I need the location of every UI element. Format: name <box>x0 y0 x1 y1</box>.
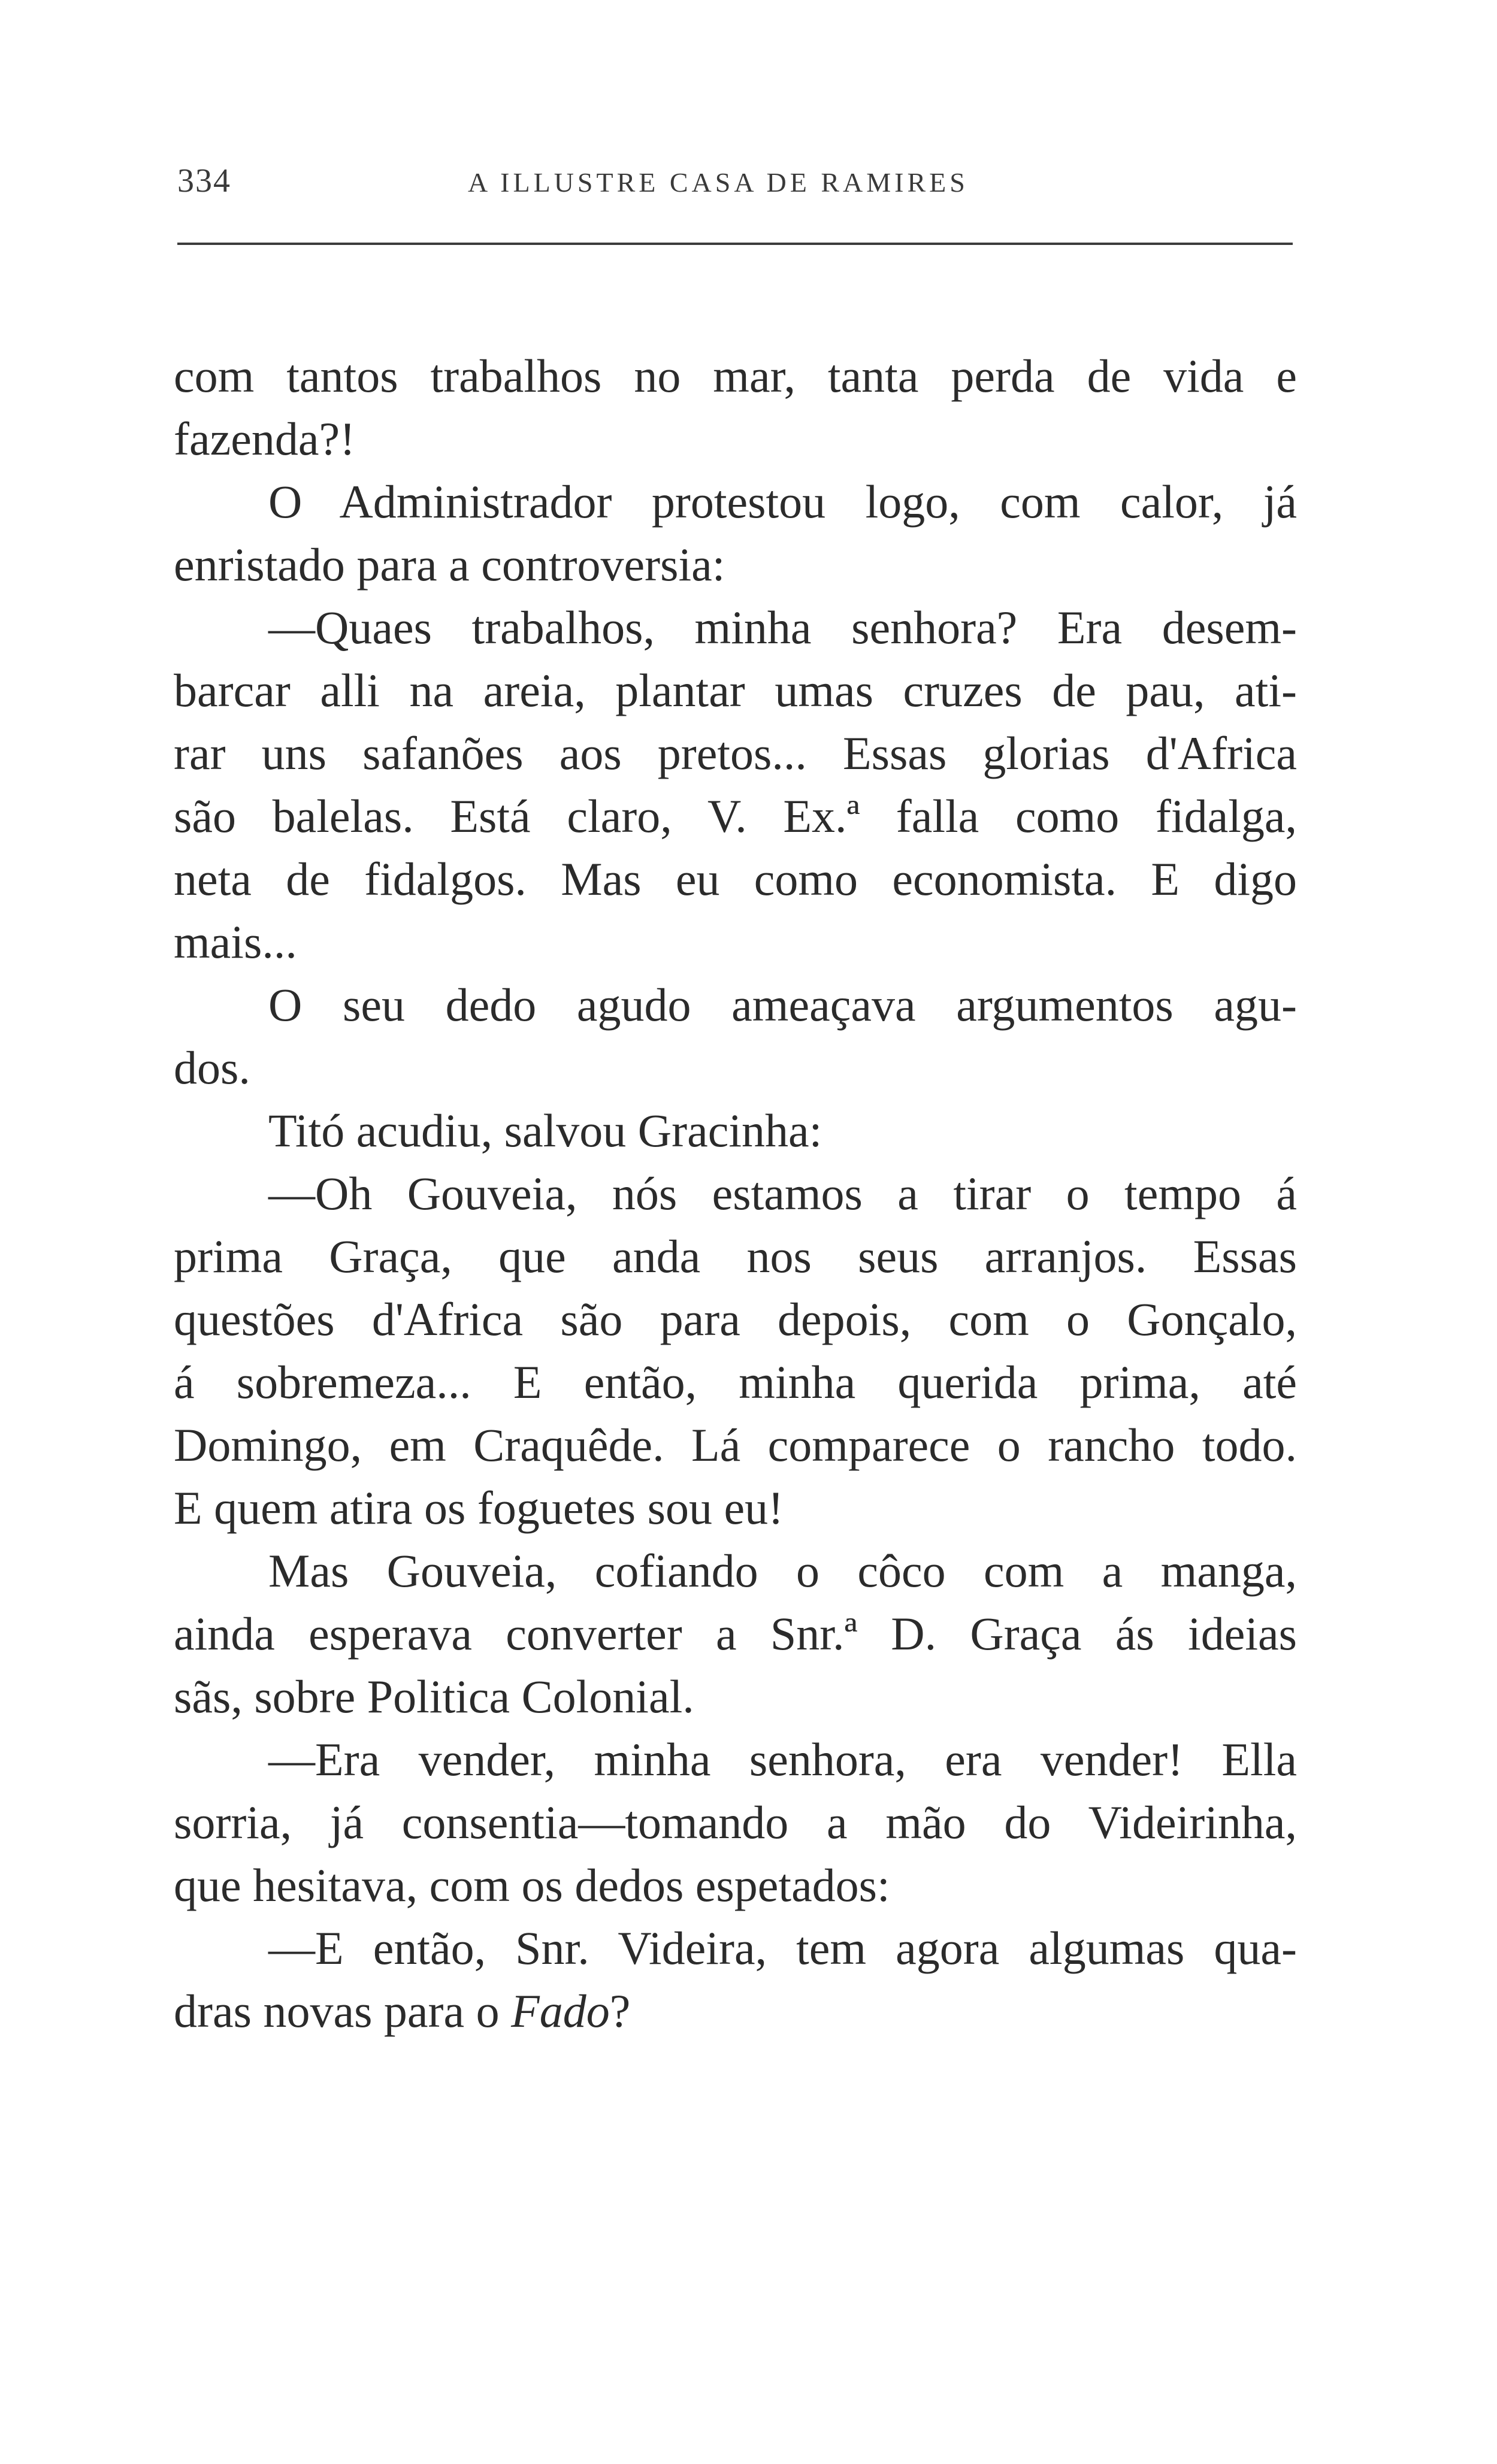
text-line: E quem atira os foguetes sou eu! <box>174 1482 784 1534</box>
text-line: fazenda?! <box>174 413 356 465</box>
text-line: com tantos trabalhos no mar, tanta perda de vida e <box>174 350 1297 402</box>
final-line-suffix: ? <box>609 1985 631 2037</box>
text-line: neta de fidalgos. Mas eu como economista. E digo <box>174 853 1297 905</box>
text-line: —Quaes trabalhos, minha senhora? Era desem- <box>268 601 1297 653</box>
text-line: barcar alli na areia, plantar umas cruzes de pau, ati- <box>174 664 1297 716</box>
text-line: mais... <box>174 916 297 968</box>
body-text <box>174 344 1297 2042</box>
text-line: O seu dedo agudo ameaçava argumentos agu- <box>268 979 1297 1031</box>
text-line: á sobremeza... E então, minha querida prima, até <box>174 1356 1297 1408</box>
final-line-prefix: dras novas para o <box>174 1985 512 2037</box>
text-line: —Era vender, minha senhora, era vender! Ella <box>268 1733 1297 1785</box>
final-text-line <box>174 1979 1297 2042</box>
text-line: O Administrador protestou logo, com calor, já <box>268 476 1297 528</box>
text-line: Domingo, em Craquêde. Lá comparece o rancho todo. <box>174 1419 1297 1471</box>
text-line: —E então, Snr. Videira, tem agora algumas qua- <box>268 1922 1297 1974</box>
text-line: rar uns safanões aos pretos... Essas glorias d'Africa <box>174 727 1297 779</box>
text-line: questões d'Africa são para depois, com o Gonçalo, <box>174 1293 1297 1345</box>
header-rule <box>177 243 1293 245</box>
text-line: enristado para a controversia: <box>174 538 725 591</box>
text-line: Titó acudiu, salvou Gracinha: <box>268 1104 822 1157</box>
running-head <box>177 162 1292 210</box>
text-line: são balelas. Está claro, V. Ex.ª falla como fidalga, <box>174 790 1297 842</box>
text-line: ainda esperava converter a Snr.ª D. Graça ás ideias <box>174 1608 1297 1660</box>
text-line: prima Graça, que anda nos seus arranjos. Essas <box>174 1230 1297 1282</box>
running-title: A ILLUSTRE CASA DE RAMIRES <box>468 167 969 198</box>
text-line: sorria, já consentia—tomando a mão do Videirinha, <box>174 1796 1297 1848</box>
text-line: dos. <box>174 1042 250 1094</box>
text-line: Mas Gouveia, cofiando o côco com a manga, <box>268 1545 1297 1597</box>
page-number: 334 <box>177 162 231 199</box>
text-line: sãs, sobre Politica Colonial. <box>174 1670 694 1723</box>
text-line: que hesitava, com os dedos espetados: <box>174 1859 890 1911</box>
text-line: —Oh Gouveia, nós estamos a tirar o tempo á <box>268 1167 1297 1219</box>
italic-title-fado: Fado <box>511 1985 610 2037</box>
